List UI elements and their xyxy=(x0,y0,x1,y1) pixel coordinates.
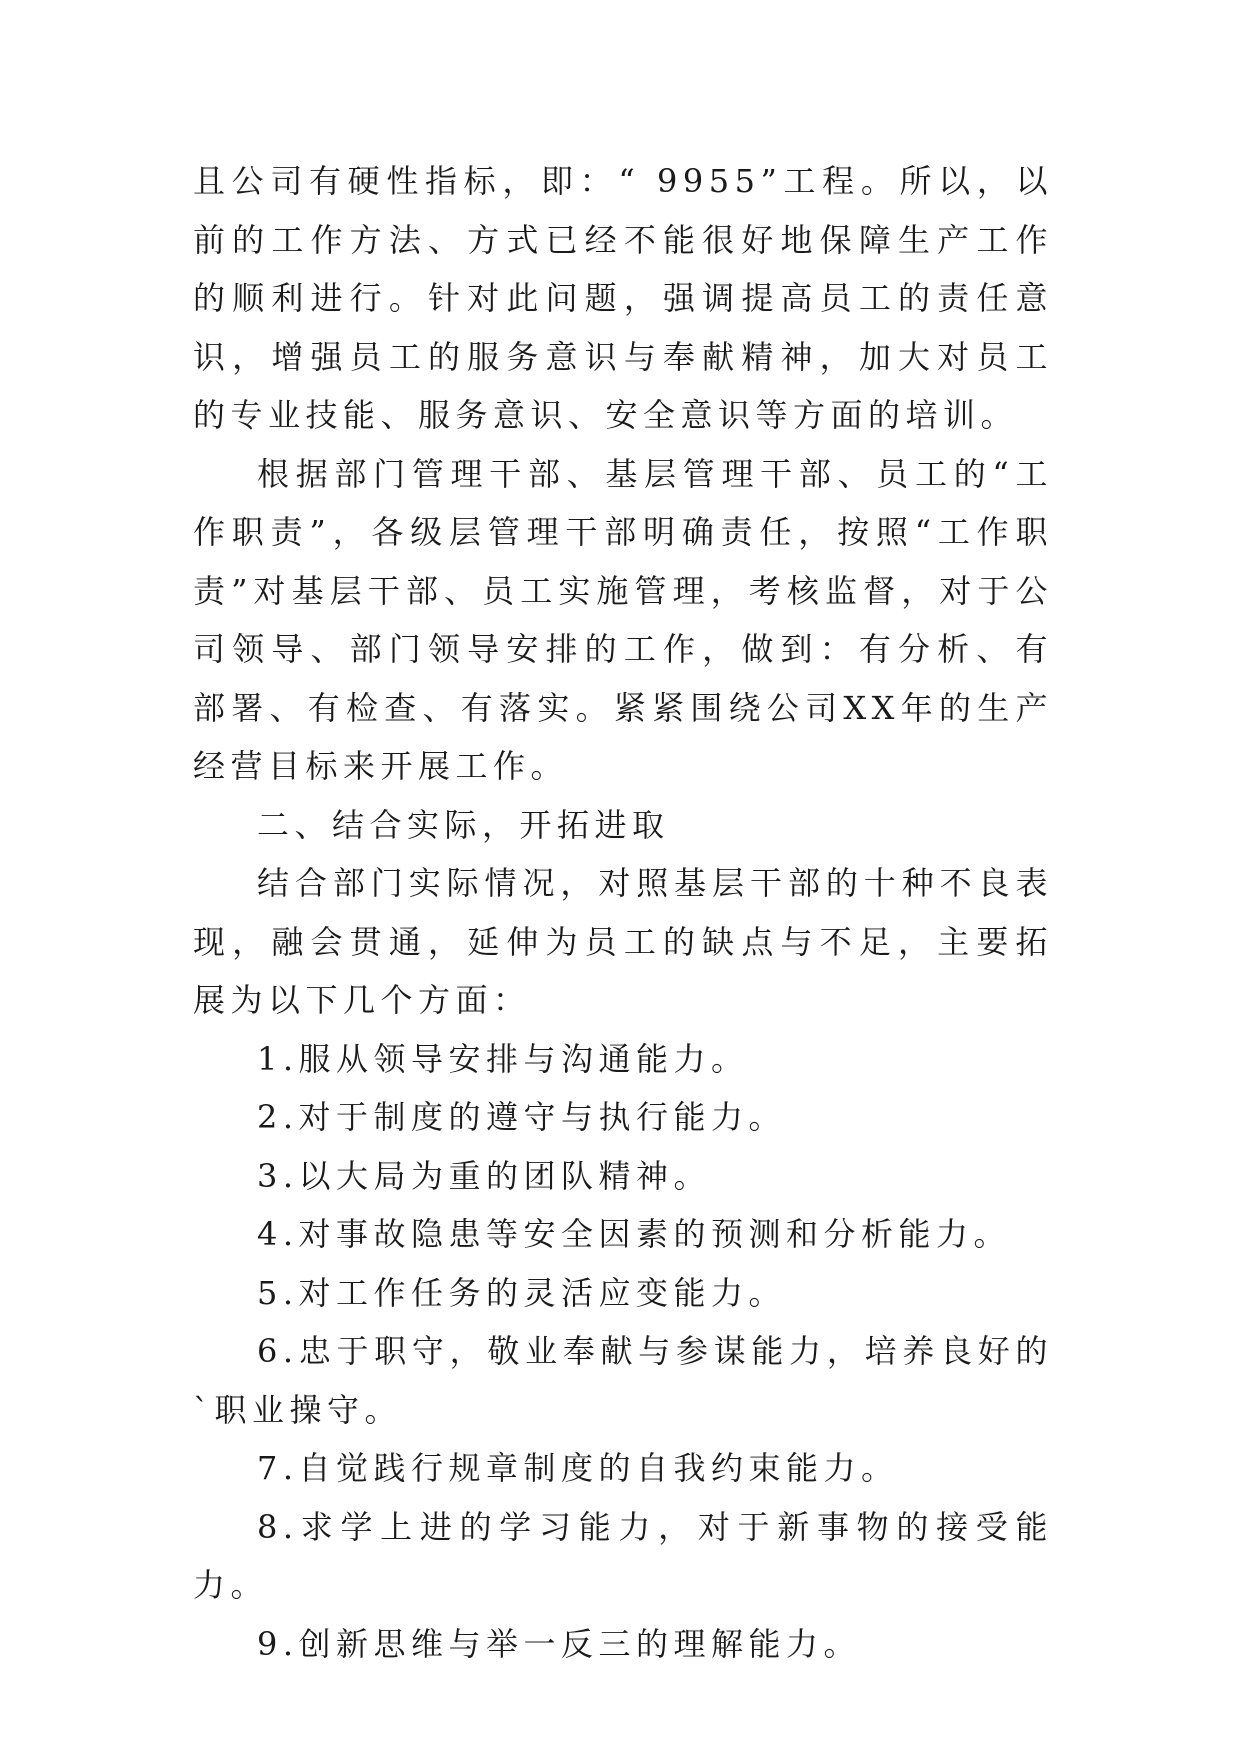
list-item: 3.以大局为重的团队精神。 xyxy=(257,1156,712,1195)
section-heading: 二、结合实际，开拓进取 xyxy=(257,805,670,844)
list-item: 9.创新思维与举一反三的理解能力。 xyxy=(257,1624,862,1663)
list-item: 7.自觉践行规章制度的自我约束能力。 xyxy=(257,1449,899,1487)
list-item: 8.求学上进的学习能力，对于新事物的接受能力。 xyxy=(193,1507,1053,1604)
paragraph-responsibilities: 根据部门管理干部、基层管理干部、员工的“工作职责”，各级层管理干部明确责任，按照“工作职责”对基层干部、员工实施管理，考核监督，对于公司领导、部门领导安排的工作，做到：有分析、有部署、有检查、有落实。紧紧围绕公司XX年的生产经营目标来开展工作。 xyxy=(193,454,1053,785)
list-item: 1.服从领导安排与沟通能力。 xyxy=(257,1039,749,1078)
paragraph-intro-list: 结合部门实际情况，对照基层干部的十种不良表现，融会贯通，延伸为员工的缺点与不足，主要拓展为以下几个方面： xyxy=(193,864,1053,1019)
list-item: 2.对于制度的遵守与执行能力。 xyxy=(257,1098,787,1136)
list-item: 4.对事故隐患等安全因素的预测和分析能力。 xyxy=(257,1215,1012,1253)
list-item: 6.忠于职守，敬业奉献与参谋能力，培养良好的`职业操守。 xyxy=(193,1332,1053,1429)
list-item: 5.对工作任务的灵活应变能力。 xyxy=(257,1273,787,1312)
paragraph-continuation: 且公司有硬性指标，即：“ 9955”工程。所以，以前的工作方法、方式已经不能很好地保障生产工作的顺利进行。针对此问题，强调提高员工的责任意识，增强员工的服务意识与奉献精神，加大对员工的专业技能、服务意识、安全意识等方面的培训。 xyxy=(193,162,1053,434)
document-body xyxy=(193,152,1053,1673)
